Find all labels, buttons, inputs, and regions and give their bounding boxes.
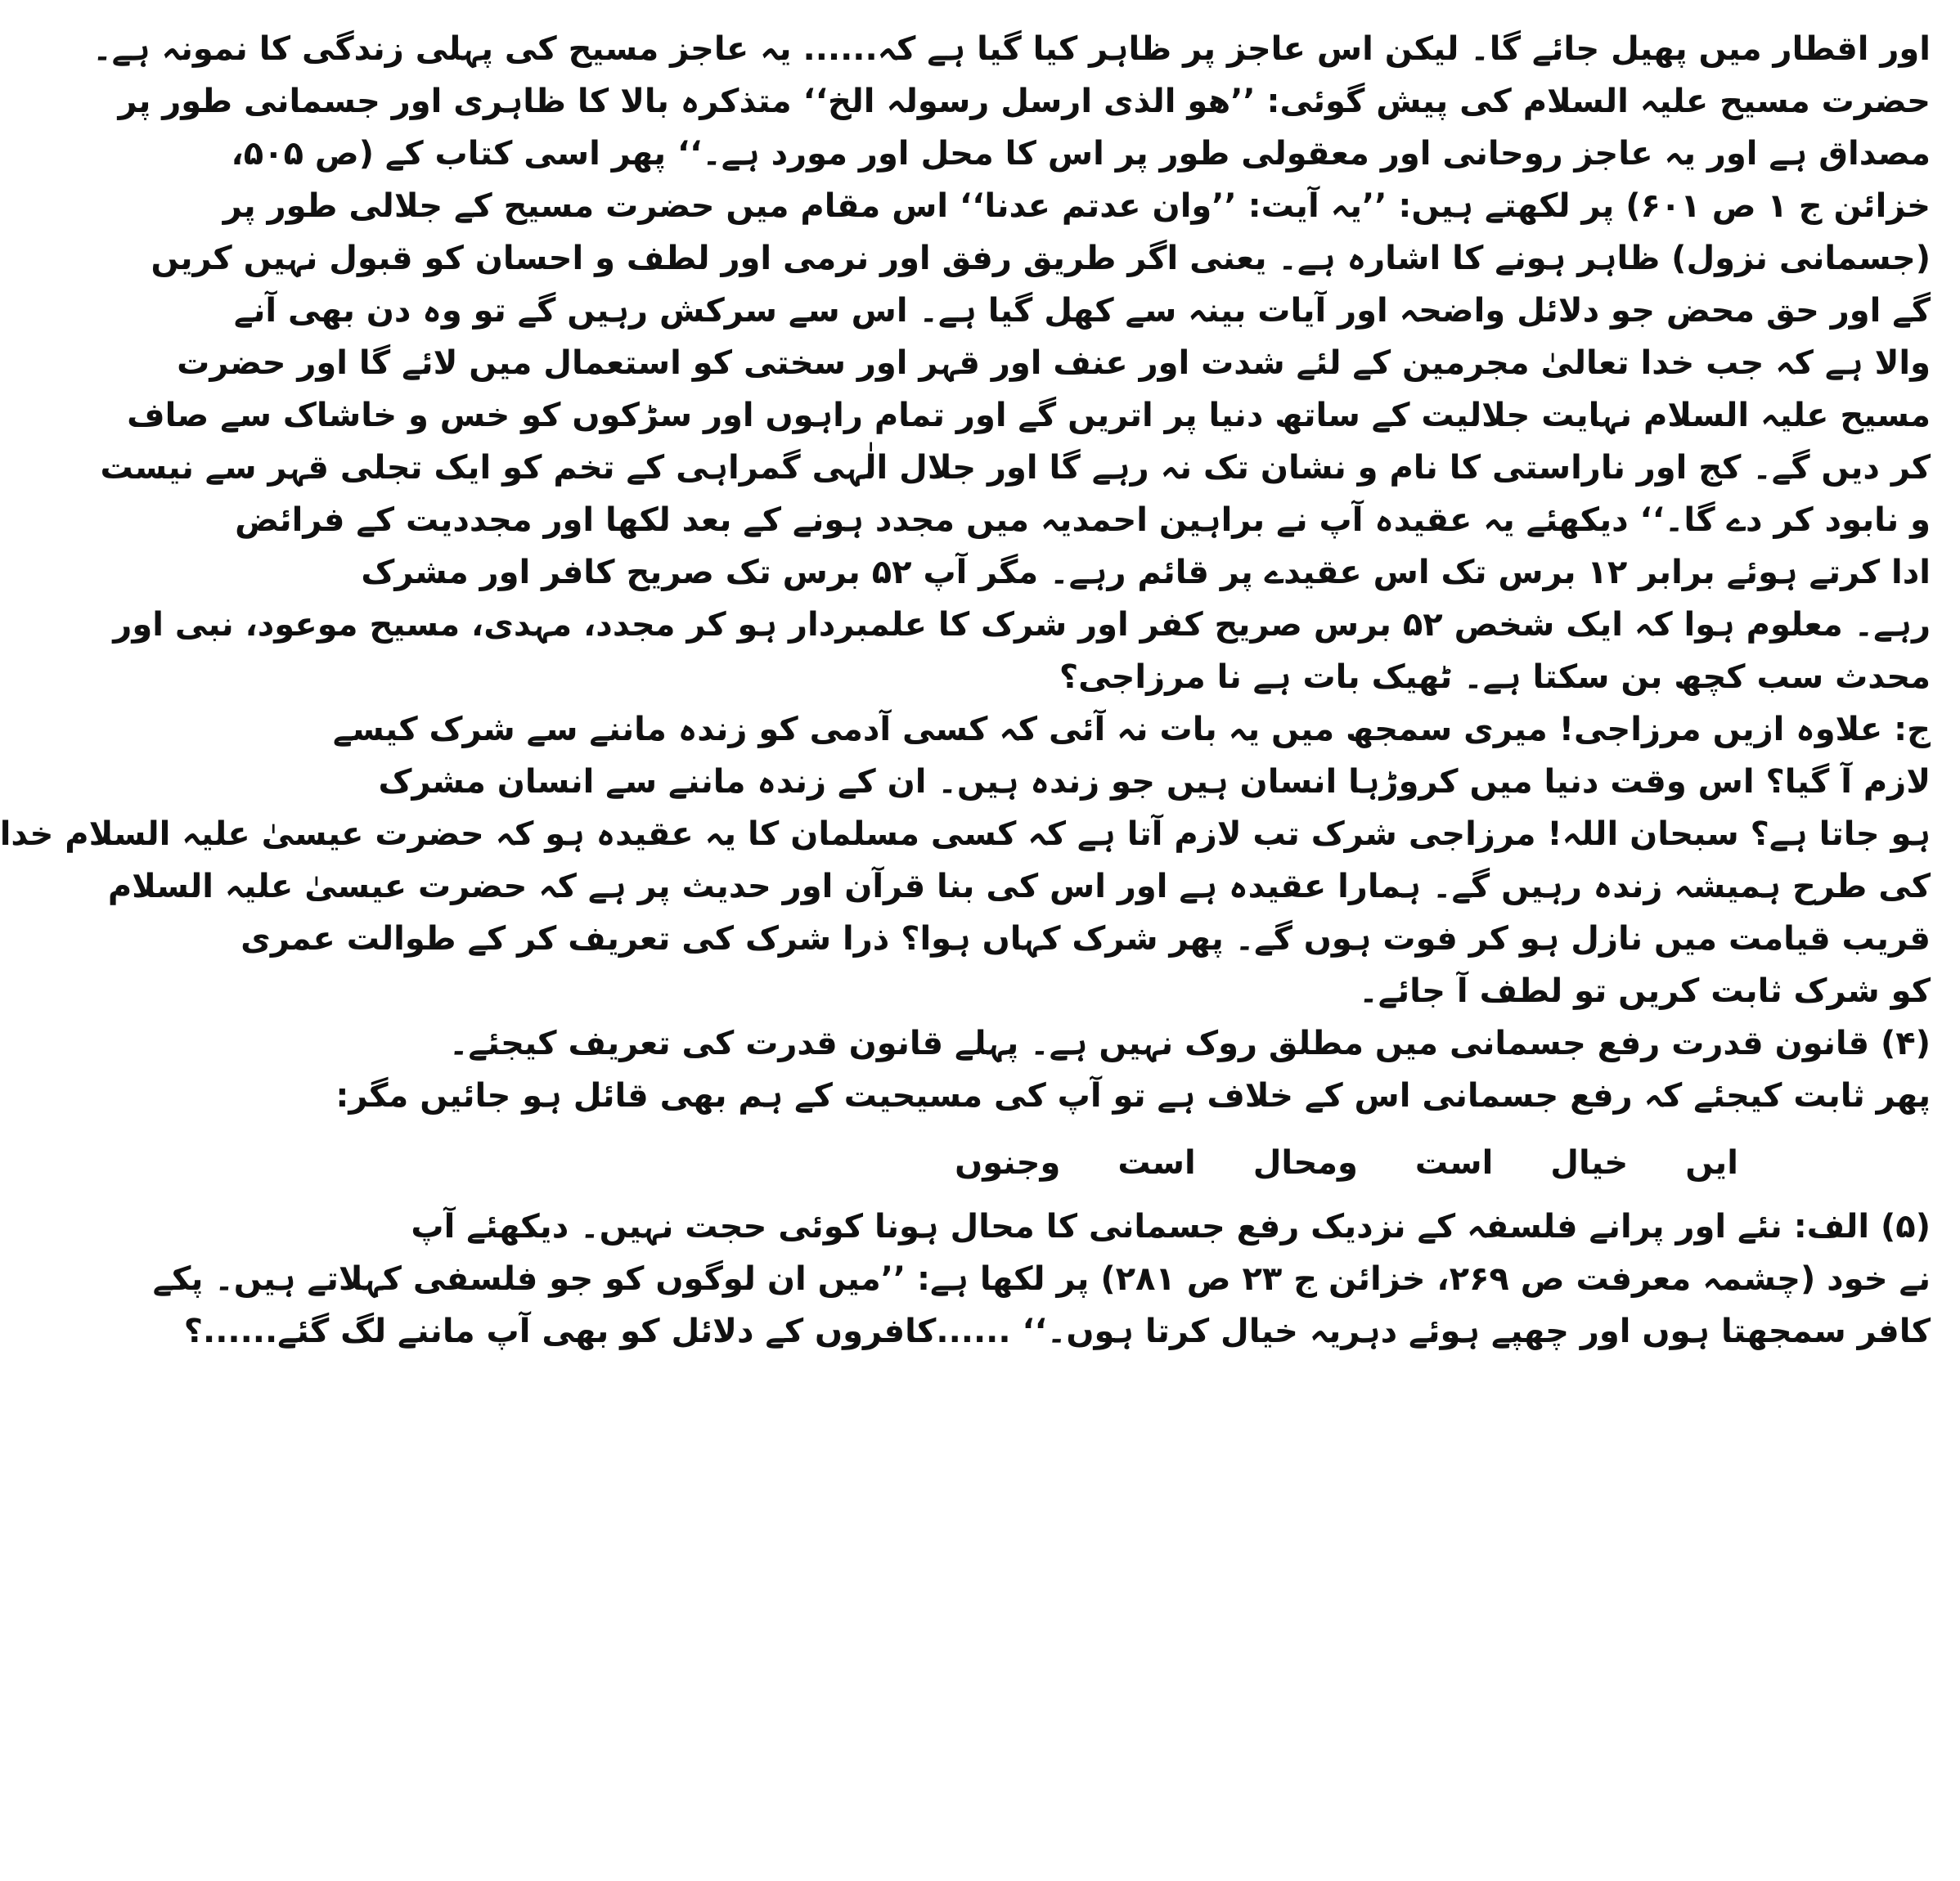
text-line: پھر ثابت کیجئے کہ رفع جسمانی اس کے خلاف ہے تو آپ کی مسیحیت کے ہم بھی قائل ہو جائیں مگر:	[335, 1077, 1931, 1115]
text-line: کافر سمجھتا ہوں اور چھپے ہوئے دہریہ خیال کرتا ہوں۔‘‘ ......کافروں کے دلائل کو بھی آپ ماننے لگ گئے......؟	[183, 1313, 1931, 1350]
text-line: لازم آ گیا؟ اس وقت دنیا میں کروڑہا انسان ہیں جو زندہ ہیں۔ ان کے زندہ ماننے سے انسان مشرک	[378, 763, 1931, 801]
paragraph-2	[0, 703, 1931, 1017]
paragraph-4	[152, 1201, 1931, 1358]
text-line: نے خود (چشمہ معرفت ص ۲۶۹، خزائن ج ۲۳ ص ۲۸۱) پر لکھا ہے: ’’میں ان لوگوں کو جو فلسفی کہلاتے ہیں۔ پکے	[152, 1260, 1931, 1298]
text-line: کی طرح ہمیشہ زندہ رہیں گے۔ ہمارا عقیدہ ہے اور اس کی بنا قرآن اور حدیث پر ہے کہ حضرت عیسیٰ علیہ السلام	[107, 868, 1931, 905]
text-line: کر دیں گے۔ کج اور ناراستی کا نام و نشان تک نہ رہے گا اور جلال الٰہی گمراہی کے تخم کو ایک تجلی قہر سے نیست	[100, 449, 1931, 487]
text-line: (۵) الف: نئے اور پرانے فلسفہ کے نزدیک رفع جسمانی کا محال ہونا کوئی حجت نہیں۔ دیکھئے آپ	[411, 1208, 1931, 1246]
text-line: قریب قیامت میں نازل ہو کر فوت ہوں گے۔ پھر شرک کہاں ہوا؟ ذرا شرک کی تعریف کر کے طوالت عمری	[241, 920, 1931, 958]
text-line: محدث سب کچھ بن سکتا ہے۔ ٹھیک بات ہے نا مرزاجی؟	[1059, 658, 1931, 696]
text-line: ادا کرتے ہوئے برابر ۱۲ برس تک اس عقیدے پر قائم رہے۔ مگر آپ ۵۲ برس تک صریح کافر اور مشرک	[361, 554, 1931, 591]
verse-word: ومحال	[1252, 1144, 1358, 1182]
verse-word: خیال	[1550, 1144, 1629, 1182]
text-line: (جسمانی نزول) ظاہر ہونے کا اشارہ ہے۔ یعنی اگر طریق رفق اور نرمی اور لطف و احسان کو قبول نہیں کریں	[151, 240, 1931, 277]
verse-word: وجنوں	[955, 1144, 1061, 1182]
paragraph-1	[92, 23, 1931, 703]
text-line: اور اقطار میں پھیل جائے گا۔ لیکن اس عاجز پر ظاہر کیا گیا ہے کہ...... یہ عاجز مسیح کی پہلی زندگی کا نمونہ ہے۔	[92, 30, 1931, 68]
text-line: حضرت مسیح علیہ السلام کی پیش گوئی: ’’ھو الذی ارسل رسولہ الخ‘‘ متذکرہ بالا کا ظاہری اور جسمانی طور پر	[118, 83, 1931, 120]
persian-verse	[762, 1130, 1931, 1196]
text-line: مصداق ہے اور یہ عاجز روحانی اور معقولی طور پر اس کا محل اور مورد ہے۔‘‘ پھر اسی کتاب کے (ص ۵۰۵،	[231, 135, 1931, 173]
text-line: (۴) قانون قدرت رفع جسمانی میں مطلق روک نہیں ہے۔ پہلے قانون قدرت کی تعریف کیجئے۔	[448, 1025, 1931, 1062]
paragraph-3	[335, 1017, 1931, 1122]
text-line: ہو جاتا ہے؟ سبحان اللہ! مرزاجی شرک تب لازم آتا ہے کہ کسی مسلمان کا یہ عقیدہ ہو کہ حضرت عیسیٰ علیہ السلام خدا	[0, 815, 1931, 853]
text-line: رہے۔ معلوم ہوا کہ ایک شخص ۵۲ برس صریح کفر اور شرک کا علمبردار ہو کر مجدد، مہدی، مسیح موعود، نبی اور	[113, 606, 1931, 644]
text-line: ج: علاوہ ازیں مرزاجی! میری سمجھ میں یہ بات نہ آئی کہ کسی آدمی کو زندہ ماننے سے شرک کیسے	[332, 711, 1931, 748]
text-line: والا ہے کہ جب خدا تعالیٰ مجرمین کے لئے شدت اور عنف اور قہر اور سختی کو استعمال میں لائے گا اور حضرت	[177, 344, 1931, 382]
text-line: کو شرک ثابت کریں تو لطف آ جائے۔	[1359, 972, 1931, 1010]
text-line: مسیح علیہ السلام نہایت جلالیت کے ساتھ دنیا پر اتریں گے اور تمام راہوں اور سڑکوں کو خس و خاشاک سے صاف	[127, 397, 1931, 434]
text-line: خزائن ج ۱ ص ۶۰۱) پر لکھتے ہیں: ’’یہ آیت: ’’وان عدتم عدنا‘‘ اس مقام میں حضرت مسیح کے جلالی طور پر	[223, 187, 1931, 225]
verse-word: است	[1414, 1144, 1494, 1182]
text-line: و نابود کر دے گا۔‘‘ دیکھئے یہ عقیدہ آپ نے براہین احمدیہ میں مجدد ہونے کے بعد لکھا اور مجددیت کے فرائض	[235, 501, 1931, 539]
text-line: گے اور حق محض جو دلائل واضحہ اور آیات بینہ سے کھل گیا ہے۔ اس سے سرکش رہیں گے تو وہ دن بھی آنے	[233, 292, 1931, 330]
verse-word: است	[1117, 1144, 1196, 1182]
verse-word: ایں	[1685, 1144, 1738, 1182]
